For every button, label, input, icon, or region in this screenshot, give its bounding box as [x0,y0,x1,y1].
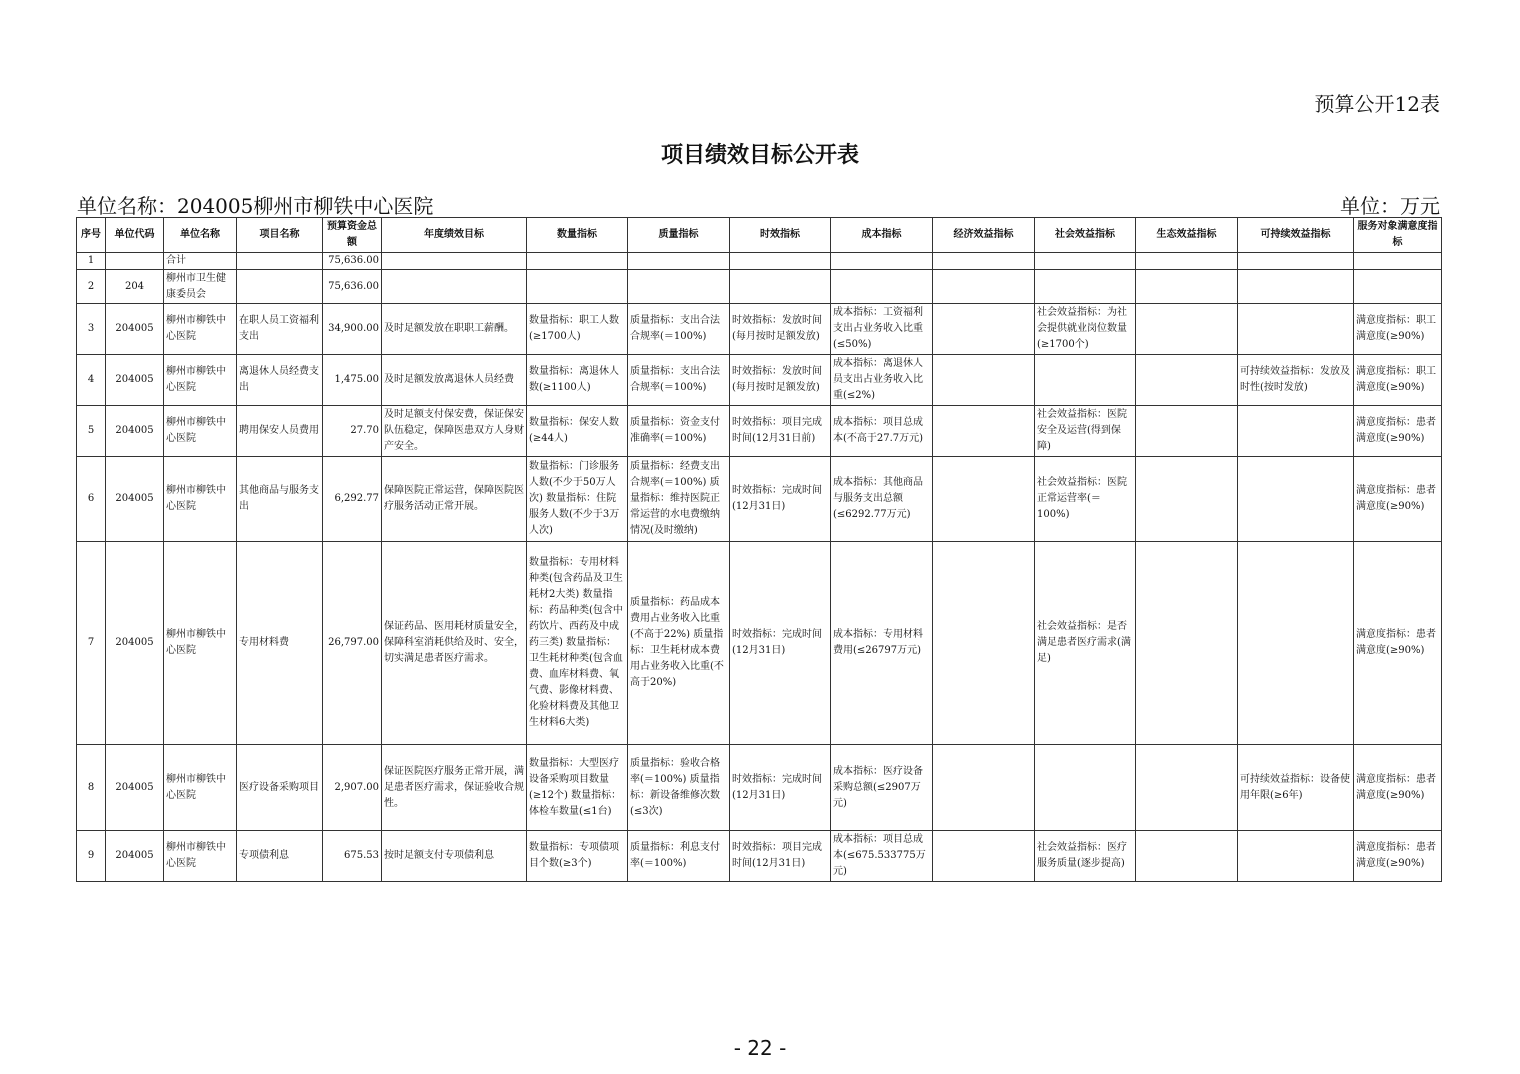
cell-amount: 75,636.00 [323,253,382,270]
cell-seq: 9 [77,831,106,882]
currency-unit: 单位：万元 [1340,194,1440,218]
cell-econ [933,355,1035,406]
cell-time: 时效指标：完成时间(12月31日) [730,745,831,831]
cell-social: 社会效益指标：医院正常运营率(＝100%) [1035,457,1136,542]
cell-quality: 质量指标：药品成本费用占业务收入比重(不高于22%) 质量指标：卫生耗材成本费用占业务收入比重(不高于20%) [628,542,730,745]
cell-eco [1136,304,1238,355]
cell-quality: 质量指标：资金支付准确率(＝100%) [628,406,730,457]
cell-satisfaction [1354,253,1442,270]
cell-amount: 675.53 [323,831,382,882]
cell-econ [933,457,1035,542]
cell-qty: 数量指标：专用材料种类(包含药品及卫生耗材2大类) 数量指标：药品种类(包含中药饮片、西药及中成药三类) 数量指标：卫生耗材种类(包含血费、血库材料费、氧气费、影像材料费、化验材料费及其他卫生材料6大类) [527,542,628,745]
header-cell: 成本指标 [831,218,933,253]
cell-goal: 保证药品、医用耗材质量安全，保障科室消耗供给及时、安全，切实满足患者医疗需求。 [382,542,527,745]
performance-table [76,217,1442,882]
cell-seq: 3 [77,304,106,355]
cell-econ [933,745,1035,831]
cell-qty: 数量指标：离退休人数(≥1100人) [527,355,628,406]
cell-quality [628,270,730,304]
cell-code: 204005 [106,355,164,406]
cell-social [1035,355,1136,406]
cell-amount: 26,797.00 [323,542,382,745]
cell-social: 社会效益指标：是否满足患者医疗需求(满足) [1035,542,1136,745]
cell-time [730,270,831,304]
cell-cost: 成本指标：工资福利支出占业务收入比重(≤50%) [831,304,933,355]
cell-sustain [1238,831,1354,882]
header-cell: 服务对象满意度指标 [1354,218,1442,253]
header-row [77,218,1442,253]
cell-time [730,253,831,270]
cell-time: 时效指标：发放时间(每月按时足额发放) [730,355,831,406]
cell-quality: 质量指标：验收合格率(＝100%) 质量指标：新设备维修次数(≤3次) [628,745,730,831]
cell-time: 时效指标：完成时间(12月31日) [730,457,831,542]
unit-info-line [77,190,1440,216]
cell-satisfaction: 满意度指标：职工满意度(≥90%) [1354,355,1442,406]
header-cell: 单位代码 [106,218,164,253]
cell-project [237,253,323,270]
cell-project: 离退休人员经费支出 [237,355,323,406]
cell-qty: 数量指标：大型医疗设备采购项目数量(≥12个) 数量指标：体检车数量(≤1台) [527,745,628,831]
cell-seq: 2 [77,270,106,304]
cell-cost: 成本指标：项目总成本(不高于27.7万元) [831,406,933,457]
cell-time: 时效指标：完成时间(12月31日) [730,542,831,745]
cell-econ [933,253,1035,270]
cell-econ [933,304,1035,355]
cell-code: 204005 [106,542,164,745]
cell-quality: 质量指标：支出合法合规率(＝100%) [628,355,730,406]
cell-project: 聘用保安人员费用 [237,406,323,457]
cell-eco [1136,542,1238,745]
cell-satisfaction: 满意度指标：职工满意度(≥90%) [1354,304,1442,355]
cell-project: 医疗设备采购项目 [237,745,323,831]
cell-goal: 及时足额支付保安费，保证保安队伍稳定，保障医患双方人身财产安全。 [382,406,527,457]
table-row [77,355,1442,406]
unit-name: 单位名称：204005柳州市柳铁中心医院 [77,194,434,218]
cell-sustain: 可持续效益指标：设备使用年限(≥6年) [1238,745,1354,831]
page-title: 项目绩效目标公开表 [660,143,859,168]
cell-eco [1136,355,1238,406]
cell-code: 204005 [106,745,164,831]
cell-sustain [1238,270,1354,304]
cell-amount: 27.70 [323,406,382,457]
header-cell: 预算资金总额 [323,218,382,253]
cell-seq: 4 [77,355,106,406]
cell-eco [1136,745,1238,831]
cell-code: 204005 [106,304,164,355]
cell-satisfaction: 满意度指标：患者满意度(≥90%) [1354,745,1442,831]
cell-quality [628,253,730,270]
cell-qty: 数量指标：职工人数(≥1700人) [527,304,628,355]
cell-social [1035,253,1136,270]
cell-amount: 1,475.00 [323,355,382,406]
cell-amount: 6,292.77 [323,457,382,542]
cell-quality: 质量指标：经费支出合规率(＝100%) 质量指标：维持医院正常运营的水电费缴纳情况(及时缴纳) [628,457,730,542]
cell-cost [831,270,933,304]
cell-seq: 1 [77,253,106,270]
cell-seq: 6 [77,457,106,542]
cell-quality: 质量指标：支出合法合规率(＝100%) [628,304,730,355]
cell-goal [382,270,527,304]
cell-unit: 柳州市柳铁中心医院 [164,831,237,882]
table-number-label: 预算公开12表 [1314,92,1440,116]
cell-sustain [1238,542,1354,745]
cell-time: 时效指标：项目完成时间(12月31日前) [730,406,831,457]
cell-social: 社会效益指标：医院安全及运营(得到保障) [1035,406,1136,457]
header-cell: 项目名称 [237,218,323,253]
table-row [77,745,1442,831]
cell-econ [933,406,1035,457]
header-cell: 数量指标 [527,218,628,253]
table-row [77,406,1442,457]
table-row [77,304,1442,355]
cell-satisfaction [1354,270,1442,304]
cell-cost: 成本指标：专用材料费用(≤26797万元) [831,542,933,745]
header-cell: 经济效益指标 [933,218,1035,253]
cell-code: 204005 [106,457,164,542]
cell-project [237,270,323,304]
header-cell: 单位名称 [164,218,237,253]
cell-code: 204 [106,270,164,304]
cell-econ [933,270,1035,304]
cell-satisfaction: 满意度指标：患者满意度(≥90%) [1354,457,1442,542]
cell-unit: 柳州市柳铁中心医院 [164,355,237,406]
cell-goal: 及时足额发放离退休人员经费 [382,355,527,406]
header-cell: 生态效益指标 [1136,218,1238,253]
cell-project: 专用材料费 [237,542,323,745]
cell-social [1035,745,1136,831]
cell-cost: 成本指标：其他商品与服务支出总额(≤6292.77万元) [831,457,933,542]
cell-eco [1136,270,1238,304]
cell-sustain [1238,406,1354,457]
cell-qty: 数量指标：保安人数(≥44人) [527,406,628,457]
header-cell: 社会效益指标 [1035,218,1136,253]
cell-sustain [1238,304,1354,355]
cell-seq: 5 [77,406,106,457]
cell-goal: 保障医院正常运营，保障医院医疗服务活动正常开展。 [382,457,527,542]
cell-code [106,253,164,270]
cell-project: 在职人员工资福利支出 [237,304,323,355]
cell-unit: 柳州市柳铁中心医院 [164,304,237,355]
cell-unit: 合计 [164,253,237,270]
cell-goal: 按时足额支付专项债利息 [382,831,527,882]
header-cell: 质量指标 [628,218,730,253]
cell-amount: 2,907.00 [323,745,382,831]
header-cell: 序号 [77,218,106,253]
cell-qty: 数量指标：门诊服务人数(不少于50万人次) 数量指标：住院服务人数(不少于3万人次) [527,457,628,542]
cell-satisfaction: 满意度指标：患者满意度(≥90%) [1354,406,1442,457]
table-row [77,270,1442,304]
cell-eco [1136,406,1238,457]
cell-code: 204005 [106,406,164,457]
cell-social: 社会效益指标：为社会提供就业岗位数量(≥1700个) [1035,304,1136,355]
cell-social: 社会效益指标：医疗服务质量(逐步提高) [1035,831,1136,882]
cell-unit: 柳州市卫生健康委员会 [164,270,237,304]
cell-satisfaction: 满意度指标：患者满意度(≥90%) [1354,831,1442,882]
cell-econ [933,542,1035,745]
cell-eco [1136,457,1238,542]
cell-social [1035,270,1136,304]
table-row [77,542,1442,745]
cell-unit: 柳州市柳铁中心医院 [164,542,237,745]
cell-satisfaction: 满意度指标：患者满意度(≥90%) [1354,542,1442,745]
cell-goal [382,253,527,270]
cell-quality: 质量指标：利息支付率(＝100%) [628,831,730,882]
cell-qty [527,270,628,304]
cell-seq: 8 [77,745,106,831]
cell-time: 时效指标：发放时间(每月按时足额发放) [730,304,831,355]
cell-sustain [1238,253,1354,270]
cell-unit: 柳州市柳铁中心医院 [164,406,237,457]
cell-project: 专项债利息 [237,831,323,882]
header-cell: 可持续效益指标 [1238,218,1354,253]
header-cell: 年度绩效目标 [382,218,527,253]
table-row [77,253,1442,270]
cell-cost: 成本指标：项目总成本(≤675.533775万元) [831,831,933,882]
cell-code: 204005 [106,831,164,882]
cell-qty [527,253,628,270]
cell-cost [831,253,933,270]
cell-sustain [1238,457,1354,542]
page-number: - 22 - [733,1036,787,1060]
cell-eco [1136,831,1238,882]
cell-amount: 75,636.00 [323,270,382,304]
cell-project: 其他商品与服务支出 [237,457,323,542]
cell-unit: 柳州市柳铁中心医院 [164,457,237,542]
table-row [77,831,1442,882]
cell-eco [1136,253,1238,270]
cell-qty: 数量指标：专项债项目个数(≥3个) [527,831,628,882]
header-cell: 时效指标 [730,218,831,253]
cell-unit: 柳州市柳铁中心医院 [164,745,237,831]
cell-goal: 及时足额发放在职职工薪酬。 [382,304,527,355]
table-row [77,457,1442,542]
cell-econ [933,831,1035,882]
cell-time: 时效指标：项目完成时间(12月31日) [730,831,831,882]
cell-cost: 成本指标：离退休人员支出占业务收入比重(≤2%) [831,355,933,406]
cell-goal: 保证医院医疗服务正常开展，满足患者医疗需求，保证验收合规性。 [382,745,527,831]
cell-amount: 34,900.00 [323,304,382,355]
cell-cost: 成本指标：医疗设备采购总额(≤2907万元) [831,745,933,831]
cell-sustain: 可持续效益指标：发放及时性(按时发放) [1238,355,1354,406]
cell-seq: 7 [77,542,106,745]
